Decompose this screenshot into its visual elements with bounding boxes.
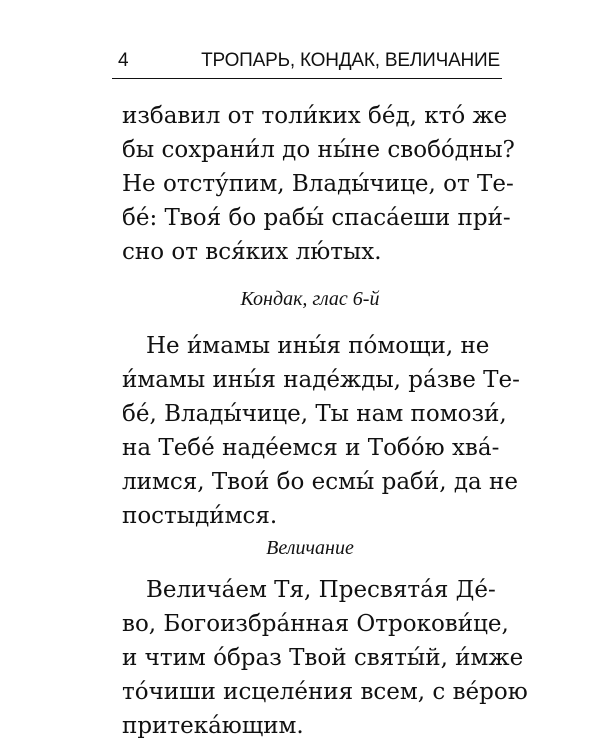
- magnification-line-1: Велича́ем Тя, Пресвята́я Де́-: [146, 577, 496, 603]
- troparion-line-1: избавил от толи́ких бе́д, кто́ же: [122, 103, 508, 129]
- troparion-line-4: бе́: Твоя́ бо рабы́ спаса́еши при́-: [122, 205, 511, 231]
- kontakion-line-6: постыди́мся.: [122, 503, 278, 529]
- troparion-line-2: бы сохрани́л до ны́не свобо́дны?: [122, 137, 515, 163]
- magnification-heading: Величание: [266, 537, 354, 559]
- magnification-line-2: во, Богоизбра́нная Отрокови́це,: [122, 611, 509, 637]
- troparion-line-5: сно от вся́ких лю́тых.: [122, 239, 382, 265]
- kontakion-line-3: бе́, Влады́чице, Ты нам помози́,: [122, 401, 507, 427]
- running-header: [112, 42, 502, 79]
- page-number: 4: [118, 50, 129, 71]
- magnification-line-3: и чтим о́браз Твой святы́й, и́мже: [122, 645, 524, 671]
- kontakion-line-1: Не и́мамы ины́я по́мощи, не: [146, 333, 490, 359]
- troparion-line-3: Не отсту́пим, Влады́чице, от Те-: [122, 171, 514, 197]
- kontakion-line-4: на Тебе́ наде́емся и Тобо́ю хва́-: [122, 435, 500, 461]
- running-title: ТРОПАРЬ, КОНДАК, ВЕЛИЧАНИЕ: [201, 50, 500, 71]
- magnification-line-4: то́чиши исцеле́ния всем, с ве́рою: [122, 679, 528, 705]
- kontakion-line-5: лимся, Твои́ бо есмы́ раби́, да не: [122, 469, 518, 495]
- kontakion-line-2: и́мамы ины́я наде́жды, ра́зве Те-: [122, 367, 520, 393]
- magnification-line-5: притека́ющим.: [122, 713, 304, 739]
- kontakion-heading: Кондак, глас 6-й: [240, 288, 380, 310]
